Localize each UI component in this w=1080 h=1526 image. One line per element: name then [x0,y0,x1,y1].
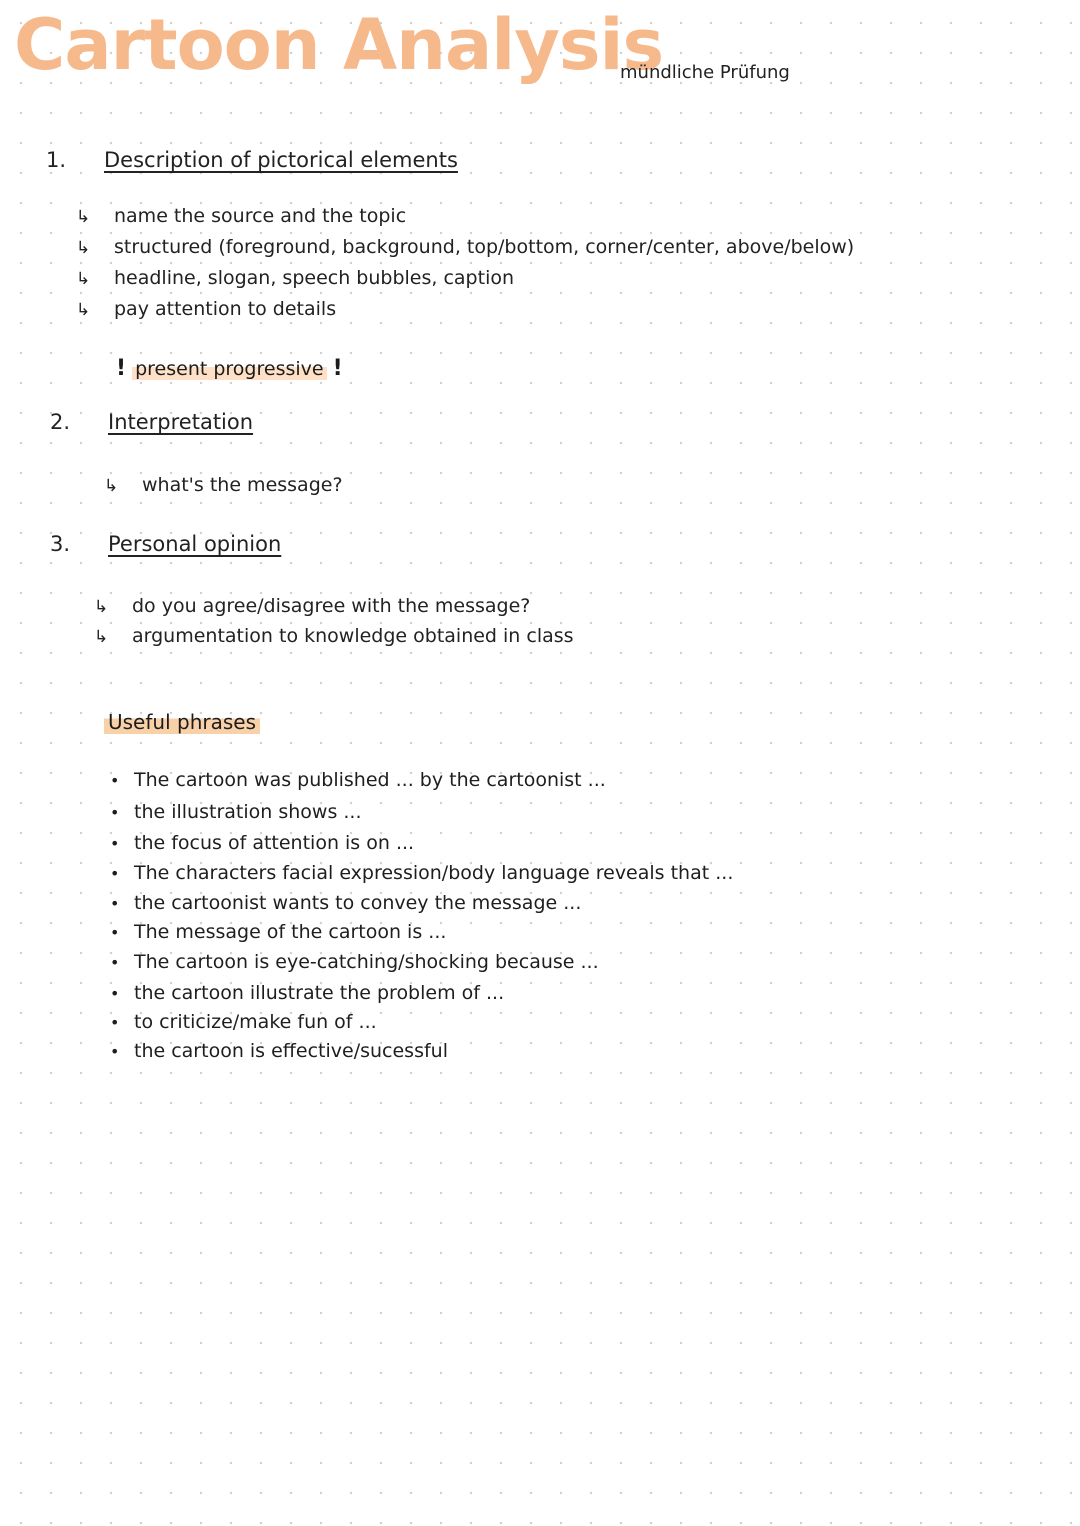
list-item: ↳ name the source and the topic [76,205,407,227]
list-item: ↳ pay attention to details [76,298,337,320]
list-item: • to criticize/make fun of ... [110,1011,377,1033]
list-item: • the cartoon illustrate the problem of ... [110,982,505,1004]
list-item: • The message of the cartoon is ... [110,921,447,943]
grammar-note [116,356,343,381]
arrow-icon: ↳ [76,238,91,258]
bullet-icon: • [110,864,120,883]
section-title: Personal opinion [108,532,282,556]
bullet-icon: • [110,803,120,822]
arrow-icon: ↳ [94,597,109,617]
useful-phrases-heading: Useful phrases [104,710,260,734]
exclamation-icon: ! [332,356,343,381]
list-item: • the cartoon is effective/sucessful [110,1040,448,1062]
page-subtitle: mündliche Prüfung [620,62,790,83]
list-item: • The cartoon is eye-catching/shocking because ... [110,951,599,973]
list-item: • the cartoonist wants to convey the message ... [110,892,582,914]
section-title: Interpretation [108,410,254,434]
arrow-icon: ↳ [76,269,91,289]
list-item: • The cartoon was published ... by the cartoonist ... [110,769,606,791]
bullet-icon: • [110,771,120,790]
list-item: • The characters facial expression/body language reveals that ... [110,862,734,884]
bullet-icon: • [110,953,120,972]
arrow-icon: ↳ [76,300,91,320]
list-item: ↳ headline, slogan, speech bubbles, caption [76,267,515,289]
page-title: Cartoon Analysis [14,4,664,86]
section-2-heading [50,410,253,434]
bullet-icon: • [110,984,120,1003]
bullet-icon: • [110,1042,120,1061]
bullet-icon: • [110,923,120,942]
section-3-heading [50,532,281,556]
list-item: • the focus of attention is on ... [110,832,415,854]
bullet-icon: • [110,894,120,913]
list-item: ↳ structured (foreground, background, top/bottom, corner/center, above/below) [76,236,855,258]
section-number: 3. [50,532,71,556]
bullet-icon: • [110,1013,120,1032]
section-1-heading [46,148,458,172]
section-number: 2. [50,410,71,434]
list-item: • the illustration shows ... [110,801,362,823]
bullet-icon: • [110,834,120,853]
list-item: ↳ what's the message? [104,474,343,496]
arrow-icon: ↳ [94,627,109,647]
section-number: 1. [46,148,67,172]
arrow-icon: ↳ [76,207,91,227]
list-item: ↳ argumentation to knowledge obtained in class [94,625,574,647]
section-title: Description of pictorical elements [104,148,458,172]
exclamation-icon: ! [116,356,127,381]
note-text: present progressive [132,358,327,380]
list-item: ↳ do you agree/disagree with the message? [94,595,531,617]
arrow-icon: ↳ [104,476,119,496]
